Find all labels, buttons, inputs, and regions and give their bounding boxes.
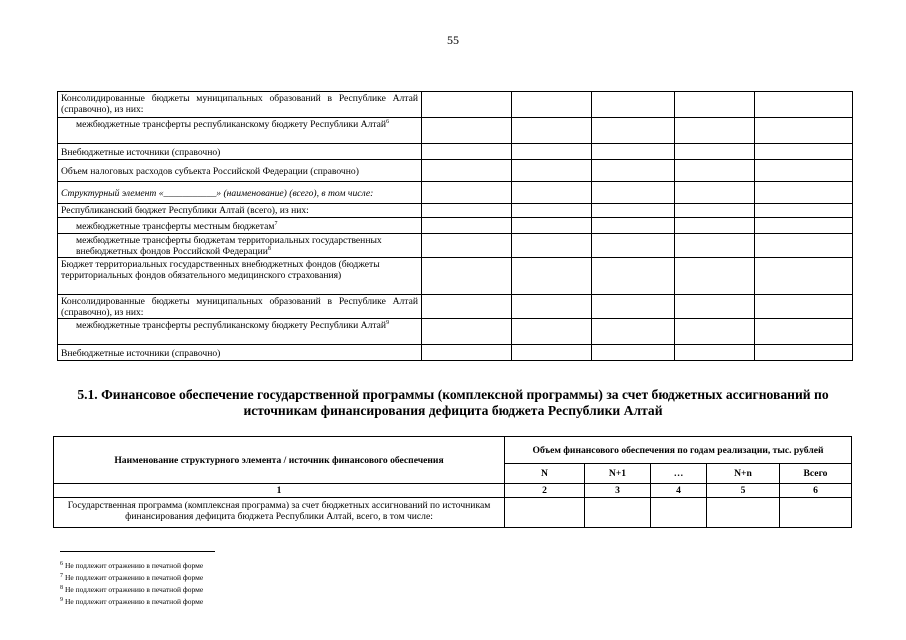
row-label: Структурный элемент «___________» (наименование) (всего), в том числе: — [58, 182, 422, 204]
funding-sources-table — [57, 91, 853, 361]
row-label: межбюджетные трансферты бюджетам территориальных государственных внебюджетных фондов Российской Федерации$^8$ — [58, 234, 422, 258]
row-label: Консолидированные бюджеты муниципальных образований в Республике Алтай (справочно), из них: — [58, 295, 422, 319]
table-row — [58, 182, 853, 204]
table-row — [58, 218, 853, 234]
row-label: Объем налоговых расходов субъекта Российской Федерации (справочно) — [58, 160, 422, 182]
year-column-header: N+1 — [585, 464, 651, 484]
column-number: 6 — [780, 484, 852, 498]
column-number: 5 — [707, 484, 780, 498]
program-row-label: Государственная программа (комплексная программа) за счет бюджетных ассигнований по источникам финансирования дефицита бюджета Республики Алтай, всего, в том числе: — [54, 498, 505, 528]
deficit-financing-table — [53, 436, 852, 528]
table-row — [58, 92, 853, 118]
column-number: 1 — [54, 484, 505, 498]
row-label: Бюджет территориальных государственных внебюджетных фондов (бюджеты территориальных фондов обязательного медицинского страхования) — [58, 258, 422, 295]
footnote-divider — [60, 551, 215, 552]
section-title: 5.1. Финансовое обеспечение государственной программы (комплексной программы) за счет бюджетных ассигнований по источникам финансирования дефицита бюджета Республики Алтай — [77, 387, 829, 418]
table-row — [58, 234, 853, 258]
column-number: 4 — [651, 484, 707, 498]
table-row — [58, 118, 853, 144]
footnote: $^7$ Не подлежит отражению в печатной форме — [60, 573, 204, 582]
table-row — [58, 258, 853, 295]
year-column-header: … — [651, 464, 707, 484]
row-label: Внебюджетные источники (справочно) — [58, 144, 422, 160]
column-number: 3 — [585, 484, 651, 498]
header-volume: Объем финансового обеспечения по годам реализации, тыс. рублей — [505, 437, 852, 464]
column-number: 2 — [505, 484, 585, 498]
table-row — [58, 345, 853, 361]
year-column-header: N — [505, 464, 585, 484]
table-row — [58, 319, 853, 345]
table-row — [58, 204, 853, 218]
footnote: $^6$ Не подлежит отражению в печатной форме — [60, 561, 204, 570]
row-label: межбюджетные трансферты республиканскому бюджету Республики Алтай$^6$ — [58, 118, 422, 144]
table-row — [58, 144, 853, 160]
page-number: 55 — [447, 33, 459, 47]
footnotes — [60, 560, 203, 608]
year-column-header: Всего — [780, 464, 852, 484]
header-name: Наименование структурного элемента / источник финансового обеспечения — [54, 437, 505, 484]
row-label: Внебюджетные источники (справочно) — [58, 345, 422, 361]
row-label: межбюджетные трансферты республиканскому бюджету Республики Алтай$^9$ — [58, 319, 422, 345]
footnote: $^8$ Не подлежит отражению в печатной форме — [60, 585, 204, 594]
row-label: Республиканский бюджет Республики Алтай (всего), из них: — [58, 204, 422, 218]
row-label: межбюджетные трансферты местным бюджетам$^7$ — [58, 218, 422, 234]
table-row — [58, 295, 853, 319]
footnote: $^9$ Не подлежит отражению в печатной форме — [60, 597, 204, 606]
row-label: Консолидированные бюджеты муниципальных образований в Республике Алтай (справочно), из них: — [58, 92, 422, 118]
table-row — [58, 160, 853, 182]
year-column-header: N+n — [707, 464, 780, 484]
